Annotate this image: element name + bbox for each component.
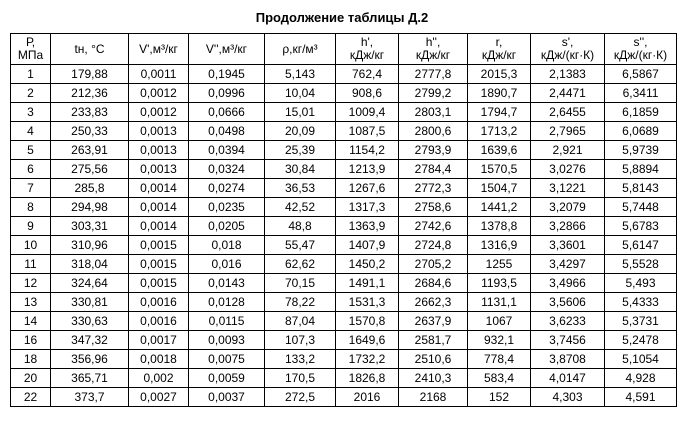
table-cell: 0,0666 (189, 103, 265, 122)
table-cell: 3,3601 (531, 236, 605, 255)
table-cell: 2 (11, 84, 51, 103)
table-cell: 0,0143 (189, 274, 265, 293)
column-header-line: s', (561, 35, 574, 49)
table-cell: 0,0027 (129, 388, 189, 407)
column-header-line: кДж/кг (415, 48, 451, 62)
table-title: Продолжение таблицы Д.2 (255, 10, 429, 25)
table-cell: 1363,9 (336, 217, 399, 236)
column-header-line: V'',м³/кг (205, 41, 248, 56)
table-cell: 1890,7 (468, 84, 531, 103)
table-cell: 0,0016 (129, 293, 189, 312)
table-cell: 4 (11, 122, 51, 141)
table-cell: 0,0017 (129, 331, 189, 350)
table-cell: 0,0274 (189, 179, 265, 198)
table-row (11, 236, 677, 255)
column-header-line: s'', (633, 35, 648, 49)
table-cell: 0,0093 (189, 331, 265, 350)
table-cell: 1649,6 (336, 331, 399, 350)
table-cell: 14 (11, 312, 51, 331)
table-cell: 2684,6 (399, 274, 468, 293)
table-cell: 5,3731 (605, 312, 677, 331)
table-cell: 1504,7 (468, 179, 531, 198)
table-cell: 55,47 (265, 236, 336, 255)
table-cell: 762,4 (336, 65, 399, 84)
table-cell: 4,928 (605, 369, 677, 388)
table-cell: 62,62 (265, 255, 336, 274)
column-header (605, 34, 677, 65)
table-cell: 0,0015 (129, 274, 189, 293)
table-cell: 3,7456 (531, 331, 605, 350)
table-cell: 932,1 (468, 331, 531, 350)
table-cell: 1009,4 (336, 103, 399, 122)
table-cell: 365,71 (51, 369, 129, 388)
table-cell: 5,8143 (605, 179, 677, 198)
table-cell: 15,01 (265, 103, 336, 122)
column-header (51, 34, 129, 65)
table-cell: 356,96 (51, 350, 129, 369)
table-cell: 2,921 (531, 141, 605, 160)
table-cell: 4,591 (605, 388, 677, 407)
table-cell: 5,6783 (605, 217, 677, 236)
table-cell: 778,4 (468, 350, 531, 369)
table-cell: 1131,1 (468, 293, 531, 312)
table-cell: 3,2079 (531, 198, 605, 217)
table-cell: 170,5 (265, 369, 336, 388)
table-cell: 3,0276 (531, 160, 605, 179)
column-header (129, 34, 189, 65)
table-cell: 87,04 (265, 312, 336, 331)
column-header (336, 34, 399, 65)
table-cell: 5 (11, 141, 51, 160)
table-cell: 275,56 (51, 160, 129, 179)
table-cell: 1826,8 (336, 369, 399, 388)
table-cell: 0,0014 (129, 179, 189, 198)
table-row (11, 160, 677, 179)
table-row (11, 65, 677, 84)
table-cell: 310,96 (51, 236, 129, 255)
table-cell: 0,018 (189, 236, 265, 255)
table-cell: 152 (468, 388, 531, 407)
table-cell: 4,0147 (531, 369, 605, 388)
table-cell: 48,8 (265, 217, 336, 236)
table-cell: 22 (11, 388, 51, 407)
header-row (11, 34, 677, 65)
column-header-line: кДж/(кг·К) (613, 48, 668, 62)
table-row (11, 388, 677, 407)
table-row (11, 350, 677, 369)
table-cell: 3,4297 (531, 255, 605, 274)
table-cell: 0,0013 (129, 160, 189, 179)
table-row (11, 141, 677, 160)
table-cell: 0,002 (129, 369, 189, 388)
column-header (265, 34, 336, 65)
table-cell: 4,303 (531, 388, 605, 407)
table-cell: 233,83 (51, 103, 129, 122)
table-cell: 1154,2 (336, 141, 399, 160)
table-cell: 2793,9 (399, 141, 468, 160)
table-cell: 1267,6 (336, 179, 399, 198)
table-cell: 16 (11, 331, 51, 350)
column-header-line: h', (360, 35, 374, 49)
table-cell: 20,09 (265, 122, 336, 141)
table-cell: 5,1054 (605, 350, 677, 369)
table-cell: 11 (11, 255, 51, 274)
table-cell: 2016 (336, 388, 399, 407)
table-cell: 1255 (468, 255, 531, 274)
table-row (11, 255, 677, 274)
table-cell: 2799,2 (399, 84, 468, 103)
steam-table (10, 33, 677, 407)
column-header-line: h'', (425, 35, 441, 49)
table-cell: 2777,8 (399, 65, 468, 84)
table-cell: 2,7965 (531, 122, 605, 141)
table-cell: 1570,8 (336, 312, 399, 331)
table-cell: 318,04 (51, 255, 129, 274)
table-cell: 1213,9 (336, 160, 399, 179)
table-cell: 373,7 (51, 388, 129, 407)
column-header (399, 34, 468, 65)
table-cell: 1378,8 (468, 217, 531, 236)
table-cell: 0,0324 (189, 160, 265, 179)
table-cell: 2705,2 (399, 255, 468, 274)
table-cell: 0,0205 (189, 217, 265, 236)
table-cell: 1087,5 (336, 122, 399, 141)
table-cell: 5,2478 (605, 331, 677, 350)
table-cell: 285,8 (51, 179, 129, 198)
table-cell: 2637,9 (399, 312, 468, 331)
column-header (189, 34, 265, 65)
table-cell: 0,0059 (189, 369, 265, 388)
table-cell: 0,0015 (129, 236, 189, 255)
table-cell: 5,4333 (605, 293, 677, 312)
table-cell: 5,7448 (605, 198, 677, 217)
table-cell: 1193,5 (468, 274, 531, 293)
table-cell: 272,5 (265, 388, 336, 407)
column-header (531, 34, 605, 65)
table-row (11, 84, 677, 103)
column-header-line: tн, °С (74, 41, 105, 56)
table-cell: 0,0115 (189, 312, 265, 331)
table-cell: 2742,6 (399, 217, 468, 236)
column-header-line: МПа (17, 48, 44, 62)
table-cell: 5,6147 (605, 236, 677, 255)
table-cell: 1407,9 (336, 236, 399, 255)
table-row (11, 312, 677, 331)
table-cell: 2803,1 (399, 103, 468, 122)
table-cell: 3,4966 (531, 274, 605, 293)
column-header-line: кДж/(кг·К) (540, 48, 595, 62)
column-header-line: r, (495, 35, 503, 49)
table-cell: 25,39 (265, 141, 336, 160)
table-row (11, 198, 677, 217)
table-cell: 0,0014 (129, 217, 189, 236)
table-cell: 3,8708 (531, 350, 605, 369)
table-cell: 2,4471 (531, 84, 605, 103)
table-cell: 347,32 (51, 331, 129, 350)
table-row (11, 122, 677, 141)
table-cell: 583,4 (468, 369, 531, 388)
table-cell: 0,1945 (189, 65, 265, 84)
table-cell: 10 (11, 236, 51, 255)
table-cell: 1491,1 (336, 274, 399, 293)
table-cell: 0,0235 (189, 198, 265, 217)
table-cell: 330,81 (51, 293, 129, 312)
table-cell: 2758,6 (399, 198, 468, 217)
column-header-line: V',м³/кг (139, 41, 178, 56)
table-cell: 133,2 (265, 350, 336, 369)
table-cell: 908,6 (336, 84, 399, 103)
table-cell: 20 (11, 369, 51, 388)
table-cell: 0,0075 (189, 350, 265, 369)
table-cell: 0,0011 (129, 65, 189, 84)
table-cell: 1732,2 (336, 350, 399, 369)
table-cell: 36,53 (265, 179, 336, 198)
table-cell: 303,31 (51, 217, 129, 236)
column-header-line: кДж/кг (349, 48, 385, 62)
table-cell: 6,0689 (605, 122, 677, 141)
table-cell: 107,3 (265, 331, 336, 350)
table-cell: 2015,3 (468, 65, 531, 84)
table-cell: 0,0013 (129, 122, 189, 141)
table-cell: 324,64 (51, 274, 129, 293)
table-cell: 2168 (399, 388, 468, 407)
table-cell: 2784,4 (399, 160, 468, 179)
table-cell: 1067 (468, 312, 531, 331)
table-cell: 0,0498 (189, 122, 265, 141)
table-cell: 1317,3 (336, 198, 399, 217)
table-cell: 2581,7 (399, 331, 468, 350)
table-cell: 0,0037 (189, 388, 265, 407)
table-cell: 1450,2 (336, 255, 399, 274)
column-header-line: ρ,кг/м³ (282, 41, 318, 56)
table-cell: 3 (11, 103, 51, 122)
table-cell: 330,63 (51, 312, 129, 331)
table-cell: 2510,6 (399, 350, 468, 369)
table-cell: 3,6233 (531, 312, 605, 331)
table-cell: 3,5606 (531, 293, 605, 312)
table-cell: 6,3411 (605, 84, 677, 103)
table-row (11, 293, 677, 312)
table-cell: 13 (11, 293, 51, 312)
table-cell: 7 (11, 179, 51, 198)
table-cell: 5,493 (605, 274, 677, 293)
table-cell: 0,0012 (129, 84, 189, 103)
table-row (11, 369, 677, 388)
table-cell: 0,016 (189, 255, 265, 274)
table-cell: 1794,7 (468, 103, 531, 122)
table-cell: 2,6455 (531, 103, 605, 122)
table-cell: 2,1383 (531, 65, 605, 84)
table-cell: 9 (11, 217, 51, 236)
table-cell: 1570,5 (468, 160, 531, 179)
table-cell: 0,0394 (189, 141, 265, 160)
table-cell: 8 (11, 198, 51, 217)
table-row (11, 331, 677, 350)
table-cell: 179,88 (51, 65, 129, 84)
table-row (11, 179, 677, 198)
table-cell: 2772,3 (399, 179, 468, 198)
table-cell: 3,1221 (531, 179, 605, 198)
table-cell: 0,0016 (129, 312, 189, 331)
table-cell: 70,15 (265, 274, 336, 293)
table-row (11, 103, 677, 122)
table-cell: 0,0013 (129, 141, 189, 160)
table-row (11, 217, 677, 236)
table-cell: 0,0015 (129, 255, 189, 274)
table-cell: 2800,6 (399, 122, 468, 141)
table-cell: 6,1859 (605, 103, 677, 122)
table-cell: 250,33 (51, 122, 129, 141)
table-cell: 2662,3 (399, 293, 468, 312)
table-cell: 78,22 (265, 293, 336, 312)
table-cell: 1316,9 (468, 236, 531, 255)
table-cell: 1441,2 (468, 198, 531, 217)
table-cell: 5,5528 (605, 255, 677, 274)
table-cell: 0,0018 (129, 350, 189, 369)
table-cell: 294,98 (51, 198, 129, 217)
table-cell: 6 (11, 160, 51, 179)
column-header (468, 34, 531, 65)
table-cell: 1531,3 (336, 293, 399, 312)
table-cell: 2410,3 (399, 369, 468, 388)
table-cell: 30,84 (265, 160, 336, 179)
table-cell: 5,143 (265, 65, 336, 84)
table-cell: 18 (11, 350, 51, 369)
table-cell: 5,9739 (605, 141, 677, 160)
column-header-line: Р, (25, 35, 36, 49)
table-cell: 0,0996 (189, 84, 265, 103)
table-cell: 6,5867 (605, 65, 677, 84)
table-cell: 42,52 (265, 198, 336, 217)
table-cell: 0,0012 (129, 103, 189, 122)
table-cell: 12 (11, 274, 51, 293)
table-row (11, 274, 677, 293)
table-cell: 10,04 (265, 84, 336, 103)
table-cell: 5,8894 (605, 160, 677, 179)
table-cell: 263,91 (51, 141, 129, 160)
table-cell: 1 (11, 65, 51, 84)
table-cell: 212,36 (51, 84, 129, 103)
table-cell: 0,0128 (189, 293, 265, 312)
table-cell: 1713,2 (468, 122, 531, 141)
table-cell: 0,0014 (129, 198, 189, 217)
table-cell: 3,2866 (531, 217, 605, 236)
column-header-line: кДж/кг (481, 48, 517, 62)
column-header (11, 34, 51, 65)
table-cell: 2724,8 (399, 236, 468, 255)
table-body (11, 65, 677, 407)
table-cell: 1639,6 (468, 141, 531, 160)
